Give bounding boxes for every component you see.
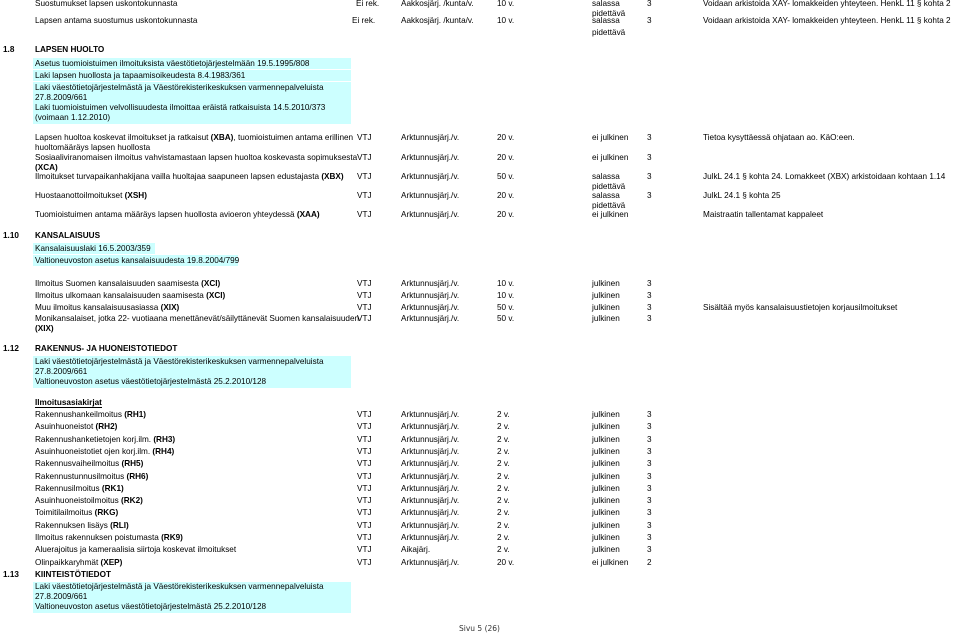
section-number: 1.12	[3, 344, 19, 353]
row-order: Arktunnusjärj./v.	[401, 471, 460, 481]
row-publicity: salassa	[592, 16, 620, 25]
row-system: VTJ	[357, 434, 372, 444]
section-number: 1.8	[3, 45, 15, 54]
row-class: 3	[647, 191, 652, 200]
row-publicity: julkinen	[592, 545, 620, 555]
row-retention: 2 v.	[497, 471, 510, 481]
section-number: 1.13	[3, 570, 19, 579]
row-retention: 2 v.	[497, 545, 510, 555]
row-text: Ilmoitukset turvapaikanhakijana vailla huoltajaa saapuneen lapsen edustajasta (XBX)	[35, 172, 344, 181]
row-publicity: julkinen	[592, 520, 620, 530]
row-class: 3	[647, 520, 652, 530]
row-publicity: julkinen	[592, 496, 620, 506]
law-reference: 27.8.2009/661	[35, 367, 88, 376]
row-order: Arktunnusjärj./v.	[401, 520, 460, 530]
row-text: Muu ilmoitus kansalaisuusasiassa (XIX)	[35, 303, 180, 312]
row-text: Rakennustunnusilmoitus (RH6)	[35, 471, 149, 481]
row-publicity-2: pidettävä	[592, 182, 626, 191]
row-text: Rakennusilmoitus (RK1)	[35, 483, 124, 493]
law-reference: Laki väestötietojärjestelmästä ja Väestörekisterikeskuksen varmennepalveluista	[35, 582, 324, 591]
row-note: JulkL 24.1 § kohta 25	[703, 191, 781, 200]
row-order: Arktunnusjärj./v.	[401, 446, 460, 456]
row-system: VTJ	[357, 422, 372, 432]
row-class: 3	[647, 446, 652, 456]
row-order: Arktunnusjärj./v.	[401, 314, 460, 323]
row-text: Monikansalaiset, jotka 22- vuotiaana menettänevät/säilyttänevät Suomen kansalaisuuden	[35, 314, 360, 323]
law-reference: Laki väestötietojärjestelmästä ja Väestörekisterikeskuksen varmennepalveluista	[35, 357, 324, 366]
row-publicity: julkinen	[592, 434, 620, 444]
row-publicity-2: pidettävä	[592, 9, 626, 18]
row-text-2: huoltomääräys lapsen huollosta	[35, 143, 151, 152]
row-system: VTJ	[357, 191, 372, 200]
row-system: VTJ	[357, 508, 372, 518]
law-reference: Asetus tuomioistuimen ilmoituksista väestötietojärjestelmään 19.5.1995/808	[35, 59, 310, 68]
row-class: 3	[647, 471, 652, 481]
row-publicity: julkinen	[592, 314, 620, 323]
row-class: 3	[647, 422, 652, 432]
row-publicity: julkinen	[592, 483, 620, 493]
row-text: Toimitilailmoitus (RKG)	[35, 508, 119, 518]
row-retention: 10 v.	[497, 0, 515, 8]
section-title: KANSALAISUUS	[35, 231, 101, 240]
row-system: VTJ	[357, 483, 372, 493]
row-text: Rakennusvaiheilmoitus (RH5)	[35, 459, 144, 469]
row-note: Voidaan arkistoida XAY- lomakkeiden yhteyteen. HenkL 11 § kohta 2	[703, 16, 951, 25]
row-class: 3	[647, 303, 652, 312]
row-order: Arktunnusjärj./v.	[401, 210, 460, 219]
row-retention: 10 v.	[497, 291, 515, 300]
row-order: Aakkosjärj. /kunta/v.	[401, 0, 474, 8]
row-system: VTJ	[357, 291, 372, 300]
row-note: Tietoa kysyttäessä ohjataan ao. KäO:een.	[703, 133, 855, 142]
row-publicity: julkinen	[592, 446, 620, 456]
row-text-2: (XCA)	[35, 163, 58, 172]
row-retention: 10 v.	[497, 279, 515, 288]
row-text: Asuinhuoneistoilmoitus (RK2)	[35, 496, 143, 506]
row-publicity: salassa	[592, 0, 620, 8]
row-order: Arktunnusjärj./v.	[401, 153, 460, 162]
row-text: Rakennushankeilmoitus (RH1)	[35, 410, 147, 419]
row-class: 3	[647, 291, 652, 300]
row-order: Arktunnusjärj./v.	[401, 459, 460, 469]
row-retention: 20 v.	[497, 153, 515, 162]
row-text: Asuinhuoneistotiet ojen korj.ilm. (RH4)	[35, 446, 175, 456]
row-text: Huostaanottoilmoitukset (XSH)	[35, 191, 147, 200]
row-publicity-2: pidettävä	[592, 28, 626, 37]
row-order: Aakkosjärj. /kunta/v.	[401, 16, 474, 25]
row-text: Lapsen huoltoa koskevat ilmoitukset ja ratkaisut (XBA), tuomioistuimen antama erillinen	[35, 133, 354, 142]
row-publicity: ei julkinen	[592, 210, 629, 219]
row-system: VTJ	[357, 496, 372, 506]
row-retention: 2 v.	[497, 446, 510, 456]
row-publicity: salassa	[592, 172, 620, 181]
row-class: 3	[647, 0, 652, 8]
row-order: Arktunnusjärj./v.	[401, 191, 460, 200]
row-class: 3	[647, 314, 652, 323]
row-system: VTJ	[357, 446, 372, 456]
row-system: Ei rek.	[356, 0, 380, 8]
row-publicity: julkinen	[592, 410, 620, 419]
law-reference: Laki lapsen huollosta ja tapaamisoikeudesta 8.4.1983/361	[35, 71, 246, 80]
row-system: VTJ	[357, 557, 372, 567]
row-note: Sisältää myös kansalaisuustietojen korjausilmoitukset	[703, 303, 898, 312]
row-publicity: julkinen	[592, 508, 620, 518]
row-class: 3	[647, 410, 652, 419]
row-system: VTJ	[357, 279, 372, 288]
row-text: Tuomioistuimen antama määräys lapsen huollosta avioeron yhteydessä (XAA)	[35, 210, 320, 219]
row-publicity: julkinen	[592, 291, 620, 300]
row-retention: 2 v.	[497, 459, 510, 469]
row-publicity: julkinen	[592, 459, 620, 469]
row-retention: 10 v.	[497, 16, 515, 25]
section-title: RAKENNUS- JA HUONEISTOTIEDOT	[35, 344, 178, 353]
row-system: VTJ	[357, 314, 372, 323]
row-order: Arktunnusjärj./v.	[401, 483, 460, 493]
section-number: 1.10	[3, 231, 19, 240]
row-system: VTJ	[357, 303, 372, 312]
row-publicity: julkinen	[592, 279, 620, 288]
row-text: Lapsen antama suostumus uskontokunnasta	[35, 16, 198, 25]
row-order: Arktunnusjärj./v.	[401, 172, 460, 181]
row-text: Sosiaaliviranomaisen ilmoitus vahvistamastaan lapsen huoltoa koskevasta sopimuksesta	[35, 153, 358, 162]
row-note: JulkL 24.1 § kohta 24. Lomakkeet (XBX) arkistoidaan kohtaan 1.14	[703, 172, 946, 181]
row-text: Asuinhuoneistot (RH2)	[35, 422, 118, 432]
law-reference: Laki väestötietojärjestelmästä ja Väestörekisterikeskuksen varmennepalveluista	[35, 83, 324, 92]
row-publicity: julkinen	[592, 533, 620, 542]
row-system: VTJ	[357, 545, 372, 555]
row-system: VTJ	[357, 172, 372, 181]
law-reference: Kansalaisuuslaki 16.5.2003/359	[35, 244, 151, 253]
row-retention: 2 v.	[497, 483, 510, 493]
row-class: 3	[647, 434, 652, 444]
row-class: 3	[647, 153, 652, 162]
row-retention: 20 v.	[497, 210, 515, 219]
row-class: 3	[647, 483, 652, 493]
row-class: 3	[647, 133, 652, 142]
row-retention: 50 v.	[497, 172, 515, 181]
row-order: Arktunnusjärj./v.	[401, 410, 460, 419]
row-text: Rakennushanketietojen korj.ilm. (RH3)	[35, 434, 176, 444]
row-order: Arktunnusjärj./v.	[401, 496, 460, 506]
row-system: Ei rek.	[352, 16, 376, 25]
row-system: VTJ	[357, 520, 372, 530]
row-publicity: ei julkinen	[592, 153, 629, 162]
row-text: Olinpaikkaryhmät (XEP)	[35, 557, 123, 567]
row-system: VTJ	[357, 133, 372, 142]
row-publicity: julkinen	[592, 303, 620, 312]
row-order: Arktunnusjärj./v.	[401, 557, 460, 567]
row-retention: 2 v.	[497, 508, 510, 518]
row-order: Arktunnusjärj./v.	[401, 508, 460, 518]
row-retention: 2 v.	[497, 533, 510, 542]
section-title: KIINTEISTÖTIEDOT	[35, 570, 111, 579]
row-system: VTJ	[357, 410, 372, 419]
row-system: VTJ	[357, 210, 372, 219]
row-class: 3	[647, 459, 652, 469]
law-reference: 27.8.2009/661	[35, 592, 88, 601]
row-retention: 50 v.	[497, 303, 515, 312]
row-order: Arktunnusjärj./v.	[401, 422, 460, 432]
row-retention: 20 v.	[497, 557, 515, 567]
row-order: Arktunnusjärj./v.	[401, 533, 460, 542]
row-text: Ilmoitus Suomen kansalaisuuden saamisesta (XCI)	[35, 279, 221, 288]
row-class: 3	[647, 172, 652, 181]
row-publicity-2: pidettävä	[592, 201, 626, 210]
row-text-2: (XIX)	[35, 324, 54, 333]
law-reference: Valtioneuvoston asetus väestötietojärjestelmästä 25.2.2010/128	[35, 602, 267, 611]
row-publicity: julkinen	[592, 422, 620, 432]
row-class: 3	[647, 279, 652, 288]
row-class: 3	[647, 508, 652, 518]
law-reference: (voimaan 1.12.2010)	[35, 113, 111, 122]
row-system: VTJ	[357, 471, 372, 481]
row-class: 3	[647, 545, 652, 555]
row-system: VTJ	[357, 533, 372, 542]
row-note: Voidaan arkistoida XAY- lomakkeiden yhteyteen. HenkL 11 § kohta 2	[703, 0, 951, 8]
row-order: Arktunnusjärj./v.	[401, 291, 460, 300]
row-retention: 20 v.	[497, 191, 515, 200]
page-number: Sivu 5 (26)	[459, 624, 500, 633]
row-order: Aikajärj.	[401, 545, 431, 555]
row-retention: 2 v.	[497, 410, 510, 419]
row-order: Arktunnusjärj./v.	[401, 279, 460, 288]
row-text: Ilmoitus ulkomaan kansalaisuuden saamisesta (XCI)	[35, 291, 226, 300]
row-text: Rakennuksen lisäys (RLI)	[35, 520, 129, 530]
row-class: 3	[647, 496, 652, 506]
row-publicity: ei julkinen	[592, 557, 629, 567]
row-retention: 2 v.	[497, 496, 510, 506]
row-retention: 20 v.	[497, 133, 515, 142]
row-publicity: salassa	[592, 191, 620, 200]
row-text: Suostumukset lapsen uskontokunnasta	[35, 0, 178, 8]
row-system: VTJ	[357, 459, 372, 469]
row-order: Arktunnusjärj./v.	[401, 434, 460, 444]
row-publicity: ei julkinen	[592, 133, 629, 142]
row-text: Aluerajoitus ja kameraalisia siirtoja koskevat ilmoitukset	[35, 545, 237, 555]
row-class: 3	[647, 533, 652, 542]
section-title: LAPSEN HUOLTO	[35, 45, 105, 54]
row-publicity: julkinen	[592, 471, 620, 481]
row-retention: 2 v.	[497, 434, 510, 444]
row-class: 2	[647, 557, 652, 567]
row-text: Ilmoitus rakennuksen poistumasta (RK9)	[35, 533, 183, 542]
row-system: VTJ	[357, 153, 372, 162]
row-retention: 2 v.	[497, 422, 510, 432]
row-order: Arktunnusjärj./v.	[401, 133, 460, 142]
row-note: Maistraatin tallentamat kappaleet	[703, 210, 824, 219]
subheading: Ilmoitusasiakirjat	[35, 398, 102, 407]
row-retention: 50 v.	[497, 314, 515, 323]
law-reference: Laki tuomioistuimen velvollisuudesta ilmoittaa eräistä ratkaisuista 14.5.2010/373	[35, 103, 326, 112]
row-order: Arktunnusjärj./v.	[401, 303, 460, 312]
law-reference: Valtioneuvoston asetus väestötietojärjestelmästä 25.2.2010/128	[35, 377, 267, 386]
law-reference: 27.8.2009/661	[35, 93, 88, 102]
law-reference: Valtioneuvoston asetus kansalaisuudesta 19.8.2004/799	[35, 256, 240, 265]
row-class: 3	[647, 16, 652, 25]
row-retention: 2 v.	[497, 520, 510, 530]
